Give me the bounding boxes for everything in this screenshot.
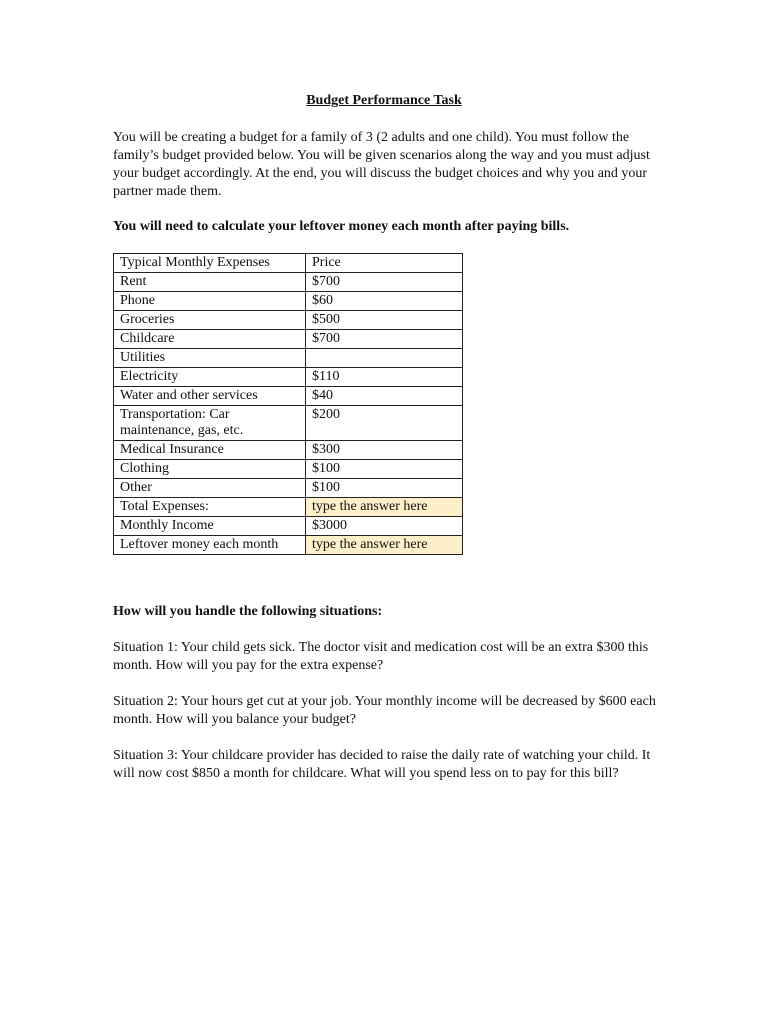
leftover-label: Leftover money each month [114, 536, 306, 555]
expense-label: Phone [114, 292, 306, 311]
expense-label: Water and other services [114, 387, 306, 406]
page-title: Budget Performance Task [306, 93, 462, 108]
budget-table [113, 253, 463, 555]
table-row [114, 368, 463, 387]
table-header-row [114, 254, 463, 273]
expense-label: Groceries [114, 311, 306, 330]
monthly-income-value: $3000 [306, 517, 463, 536]
table-row [114, 311, 463, 330]
table-row [114, 330, 463, 349]
expense-label: Other [114, 479, 306, 498]
table-row [114, 460, 463, 479]
expense-label: Transportation: Car maintenance, gas, etc. [114, 406, 306, 441]
leftover-answer-field[interactable]: type the answer here [306, 536, 463, 555]
table-row [114, 387, 463, 406]
situations-heading: How will you handle the following situations: [113, 604, 383, 619]
expense-price: $60 [306, 292, 463, 311]
situation-3: Situation 3: Your childcare provider has decided to raise the daily rate of watching your child. It will now cost $850 a month for childcare. What will you spend less on to pay for this bill? [113, 748, 651, 781]
expense-price: $300 [306, 441, 463, 460]
expense-price [306, 349, 463, 368]
total-expenses-answer-field[interactable]: type the answer here [306, 498, 463, 517]
expense-price: $700 [306, 330, 463, 349]
table-row [114, 406, 463, 441]
total-expenses-label: Total Expenses: [114, 498, 306, 517]
table-row [114, 349, 463, 368]
header-price: Price [306, 254, 463, 273]
expense-label: Utilities [114, 349, 306, 368]
expense-price: $40 [306, 387, 463, 406]
expense-label: Childcare [114, 330, 306, 349]
expense-price: $100 [306, 479, 463, 498]
expense-label: Medical Insurance [114, 441, 306, 460]
expense-label: Electricity [114, 368, 306, 387]
expense-label: Rent [114, 273, 306, 292]
expense-price: $110 [306, 368, 463, 387]
monthly-income-label: Monthly Income [114, 517, 306, 536]
intro-paragraph: You will be creating a budget for a family of 3 (2 adults and one child). You must follow the family’s budget provided below. You will be given scenarios along the way and you must adjust your budget accordingly. At the end, you will discuss the budget choices and why you and your partner made them. [113, 130, 650, 199]
header-expenses: Typical Monthly Expenses [114, 254, 306, 273]
table-row [114, 273, 463, 292]
situation-1: Situation 1: Your child gets sick. The doctor visit and medication cost will be an extra $300 this month. How will you pay for the extra expense? [113, 640, 649, 673]
instruction-text: You will need to calculate your leftover money each month after paying bills. [113, 219, 570, 234]
table-row-leftover [114, 536, 463, 555]
expense-label: Clothing [114, 460, 306, 479]
expense-price: $700 [306, 273, 463, 292]
table-row-income [114, 517, 463, 536]
table-row [114, 479, 463, 498]
table-row [114, 441, 463, 460]
situation-2: Situation 2: Your hours get cut at your job. Your monthly income will be decreased by $600 each month. How will you balance your budget? [113, 694, 656, 727]
expense-price: $100 [306, 460, 463, 479]
expense-price: $200 [306, 406, 463, 441]
table-row-total [114, 498, 463, 517]
expense-price: $500 [306, 311, 463, 330]
table-row [114, 292, 463, 311]
